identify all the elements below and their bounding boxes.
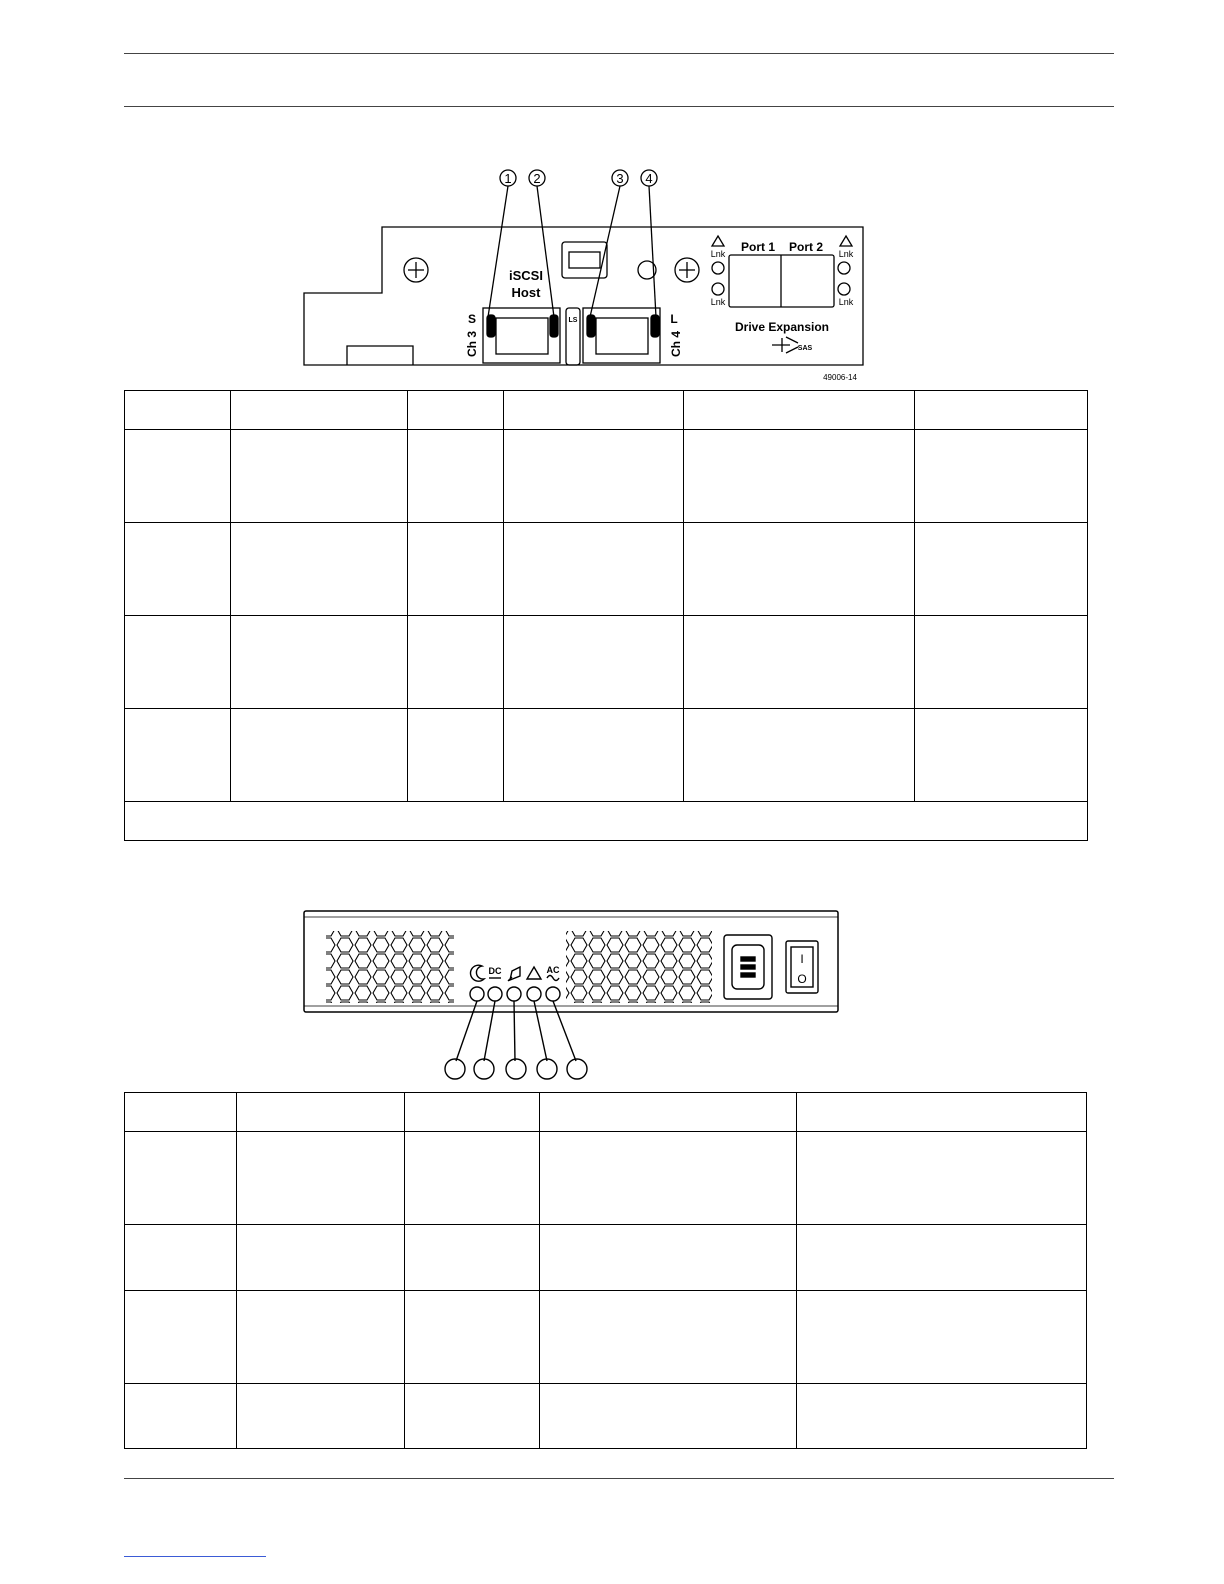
table-cell <box>540 1291 797 1384</box>
controller-card-figure <box>300 165 870 387</box>
footer-rule <box>124 1478 1114 1479</box>
table-1-header-row <box>125 391 1088 430</box>
table-cell <box>405 1225 540 1291</box>
label-switch-off: O <box>797 972 807 986</box>
label-ch4: Ch 4 <box>669 330 683 357</box>
table-cell <box>684 430 915 523</box>
table-cell <box>540 1384 797 1449</box>
table-cell <box>237 1384 405 1449</box>
label-port1: Port 1 <box>740 240 776 254</box>
led-dc-power <box>488 987 502 1001</box>
table-cell <box>504 616 684 709</box>
callout-circle-1 <box>445 1059 465 1079</box>
table-cell <box>408 430 504 523</box>
table-cell <box>231 391 408 430</box>
table-cell <box>125 1132 237 1225</box>
table-cell <box>540 1093 797 1132</box>
callout-3: 3 <box>616 171 624 186</box>
table-cell <box>125 1291 237 1384</box>
led-service-action-allowed <box>507 987 521 1001</box>
table-cell <box>125 523 231 616</box>
table-2-row <box>125 1291 1087 1384</box>
table-cell <box>408 709 504 802</box>
table-footnote-cell <box>125 802 1088 841</box>
callout-circle-5 <box>567 1059 587 1079</box>
table-cell <box>504 391 684 430</box>
table-cell <box>237 1132 405 1225</box>
table-cell <box>915 616 1088 709</box>
table-cell <box>684 709 915 802</box>
table-cell <box>405 1384 540 1449</box>
label-s: S <box>467 312 477 326</box>
table-cell <box>504 430 684 523</box>
table-1-footnote-row <box>125 802 1088 841</box>
table-cell <box>237 1093 405 1132</box>
table-cell <box>405 1132 540 1225</box>
callout-4: 4 <box>645 171 653 186</box>
table-cell <box>540 1225 797 1291</box>
warning-triangle-icon <box>527 967 541 979</box>
label-dc: DC <box>488 966 502 976</box>
table-cell <box>405 1093 540 1132</box>
label-sas: SAS <box>797 345 813 352</box>
label-lnk-1: Lnk <box>710 249 726 259</box>
table-2-row <box>125 1132 1087 1225</box>
table-cell <box>684 523 915 616</box>
power-supply-figure <box>300 905 845 1085</box>
callout-circle-4 <box>537 1059 557 1079</box>
vent-grille-left <box>326 931 454 1003</box>
label-drive-expansion: Drive Expansion <box>734 320 830 334</box>
table-cell <box>125 1225 237 1291</box>
table-cell <box>504 523 684 616</box>
table-cell <box>125 1384 237 1449</box>
led-port2-bottom <box>838 283 850 295</box>
table-cell <box>231 430 408 523</box>
table-cell <box>540 1132 797 1225</box>
led-port1-bottom <box>712 283 724 295</box>
label-ch3: Ch 3 <box>465 330 479 357</box>
header-rule-bottom <box>124 106 1114 107</box>
table-cell <box>915 523 1088 616</box>
table-cell <box>125 616 231 709</box>
table-1 <box>124 390 1088 841</box>
table-cell <box>237 1291 405 1384</box>
label-lnk-2: Lnk <box>710 297 726 307</box>
table-cell <box>684 616 915 709</box>
label-lnk-4: Lnk <box>838 297 854 307</box>
table-cell <box>797 1093 1087 1132</box>
warning-icon-left <box>712 236 724 246</box>
table-1-row <box>125 523 1088 616</box>
table-cell <box>797 1132 1087 1225</box>
sas-symbol-icon <box>772 337 798 353</box>
led-port2-top <box>838 262 850 274</box>
callout-circle-3 <box>506 1059 526 1079</box>
label-ac: AC <box>546 965 560 975</box>
label-lnk-3: Lnk <box>838 249 854 259</box>
figure-id: 49006-14 <box>823 373 857 382</box>
table-2 <box>124 1092 1087 1449</box>
table-cell <box>125 709 231 802</box>
table-cell <box>125 1093 237 1132</box>
led-port1-top <box>712 262 724 274</box>
led-service-action-required <box>527 987 541 1001</box>
table-cell <box>405 1291 540 1384</box>
ac-wave-icon <box>547 976 559 981</box>
service-allowed-icon <box>508 967 520 981</box>
table-1-row <box>125 430 1088 523</box>
warning-icon-right <box>840 236 852 246</box>
table-cell <box>797 1225 1087 1291</box>
table-2-header-row <box>125 1093 1087 1132</box>
table-cell <box>125 430 231 523</box>
led-standby <box>470 987 484 1001</box>
table-cell <box>797 1291 1087 1384</box>
table-cell <box>915 430 1088 523</box>
table-cell <box>231 616 408 709</box>
table-cell <box>504 709 684 802</box>
table-cell <box>231 523 408 616</box>
table-2-row <box>125 1225 1087 1291</box>
table-2-row <box>125 1384 1087 1449</box>
table-1-row <box>125 709 1088 802</box>
table-cell <box>408 616 504 709</box>
table-cell <box>237 1225 405 1291</box>
callout-1: 1 <box>504 171 512 186</box>
label-switch-on: I <box>800 952 804 966</box>
table-cell <box>408 523 504 616</box>
header-rule-top <box>124 53 1114 54</box>
table-cell <box>231 709 408 802</box>
label-iscsi: iSCSI <box>509 268 543 283</box>
label-host: Host <box>511 285 541 300</box>
table-1-row <box>125 616 1088 709</box>
footer-link-underline[interactable] <box>124 1556 266 1557</box>
led-ac-power <box>546 987 560 1001</box>
table-cell <box>684 391 915 430</box>
vent-grille-right <box>566 931 712 1003</box>
label-l: L <box>670 312 678 326</box>
label-port2: Port 2 <box>788 240 824 254</box>
callout-circle-2 <box>474 1059 494 1079</box>
callout-2: 2 <box>533 171 541 186</box>
standby-moon-icon <box>470 965 484 981</box>
label-ls: LS <box>568 317 578 324</box>
table-cell <box>915 709 1088 802</box>
table-cell <box>797 1384 1087 1449</box>
table-cell <box>915 391 1088 430</box>
table-cell <box>408 391 504 430</box>
table-cell <box>125 391 231 430</box>
